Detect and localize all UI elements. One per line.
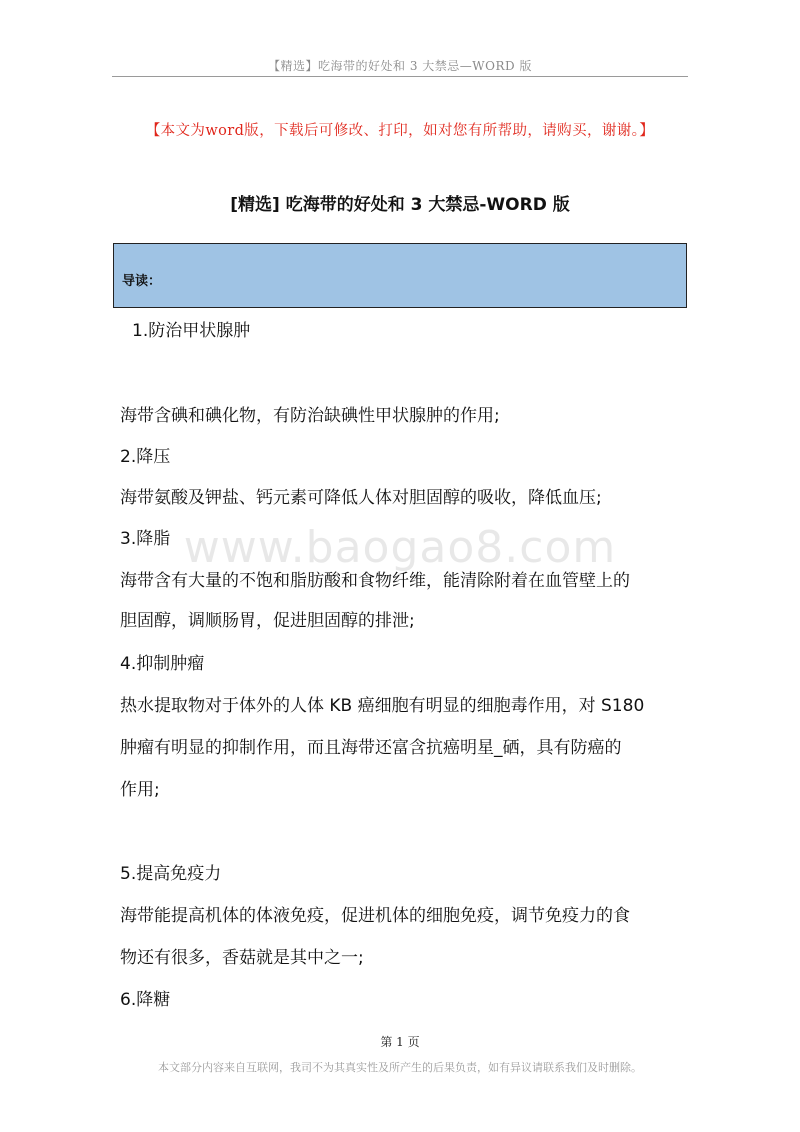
section-heading: 2.降压 (120, 447, 171, 467)
page-header: 【精选】吃海带的好处和 3 大禁忌—WORD 版 (268, 59, 532, 73)
paragraph-line: 物还有很多，香菇就是其中之一; (120, 948, 364, 968)
paragraph-line: 肿瘤有明显的抑制作用，而且海带还富含抗癌明星_硒，具有防癌的 (120, 738, 622, 758)
page-number: 第 1 页 (380, 1035, 420, 1049)
disclaimer: 本文部分内容来自互联网，我司不为其真实性及所产生的后果负责，如有异议请联系我们及时删除。 (158, 1061, 642, 1074)
paragraph-line: 胆固醇，调顺肠胃，促进胆固醇的排泄; (120, 611, 415, 631)
section-heading: 5.提高免疫力 (120, 864, 222, 884)
paragraph-line: 海带能提高机体的体液免疫，促进机体的细胞免疫，调节免疫力的食 (120, 906, 630, 926)
section-heading: 1.防治甲状腺肿 (132, 321, 251, 341)
paragraph-line: 热水提取物对于体外的人体 KB 癌细胞有明显的细胞毒作用，对 S180 (120, 696, 645, 716)
paragraph-line: 海带含碘和碘化物，有防治缺碘性甲状腺肿的作用; (120, 406, 500, 426)
paragraph-line: 作用; (120, 780, 160, 800)
header-divider (112, 76, 688, 77)
guide-box (113, 243, 687, 308)
paragraph-line: 海带含有大量的不饱和脂肪酸和食物纤维，能清除附着在血管壁上的 (120, 571, 630, 591)
section-heading: 6.降糖 (120, 990, 171, 1010)
guide-label: 导读： (122, 274, 162, 289)
section-heading: 3.降脂 (120, 529, 171, 549)
purchase-notice: 【本文为word版，下载后可修改、打印，如对您有所帮助，请购买，谢谢。】 (145, 123, 655, 139)
watermark: www.baogao8.com (183, 522, 617, 573)
section-heading: 4.抑制肿瘤 (120, 654, 205, 674)
paragraph-line: 海带氨酸及钾盐、钙元素可降低人体对胆固醇的吸收，降低血压; (120, 488, 602, 508)
document-title: [精选] 吃海带的好处和 3 大禁忌-WORD 版 (230, 195, 570, 215)
